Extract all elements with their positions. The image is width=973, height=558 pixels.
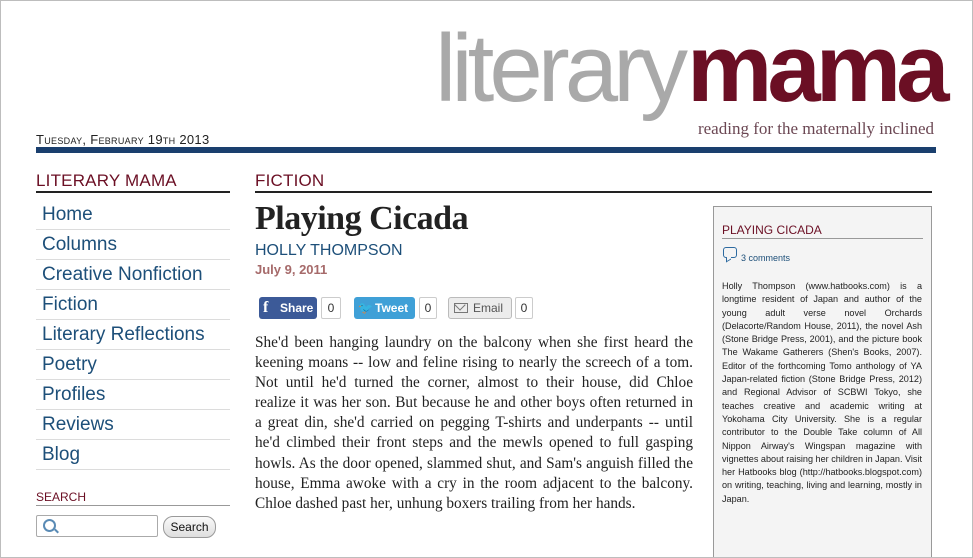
search-button[interactable]: Search [163, 516, 216, 538]
site-tagline: reading for the maternally inclined [697, 119, 934, 138]
author-bio: Holly Thompson (www.hatbooks.com) is a longtime resident of Japan and author of the young adult verse novel Orchards (Delacorte/Random House, 2011), the novel Ash (Stone Bridge Press, 2001), and the picture book The Wakame Gatherers (Shen's Books, 2007). Editor of the forthcoming Tomo anthology of YA Japan-related fiction (Stone Bridge Press, 2012) and Regional Advisor of SCBWI Tokyo, she teaches creative and academic writing at Yokohama City University. She is a regular contributor to the Double Take column of All Nippon Airway's Wingspan magazine with vignettes about raising her children in Japan. Visit her Hatbooks blog (http://hatbooks.blogspot.com) on writing, teaching, living and learning, mostly in Japan. [722, 281, 923, 504]
facebook-share-button[interactable] [259, 297, 317, 319]
search-field[interactable] [36, 515, 158, 537]
email-share-label: Email [473, 301, 504, 315]
sidebar-item-label[interactable]: Creative Nonfiction [42, 264, 203, 285]
comments-link[interactable]: 3 comments [741, 253, 791, 263]
sidebar-item-blog[interactable] [36, 441, 230, 470]
envelope-icon [454, 303, 468, 313]
main-title-rule [255, 191, 932, 193]
tweet-button[interactable] [354, 297, 415, 319]
sidebar-item-label[interactable]: Blog [42, 444, 81, 465]
logo-word-mama: mama [687, 15, 945, 122]
sidebar-item-label[interactable]: Poetry [42, 354, 97, 375]
tweet-count: 0 [419, 297, 437, 319]
email-share-count: 0 [515, 297, 533, 319]
sidebar-nav [36, 201, 230, 471]
sidebar-item-columns[interactable] [36, 231, 230, 260]
sidebar-item-creative-nonfiction[interactable] [36, 261, 230, 290]
sidebar-item-profiles[interactable] [36, 381, 230, 410]
site-logo[interactable] [435, 15, 945, 139]
search-input[interactable] [59, 517, 157, 535]
logo-word-literary: literary [435, 15, 684, 122]
sidebar-item-label[interactable]: Home [42, 204, 93, 225]
sidebar-item-literary-reflections[interactable] [36, 321, 230, 350]
email-share-button[interactable] [448, 297, 512, 319]
story-info-title: PLAYING CICADA [722, 223, 822, 237]
sidebar-section-title: LITERARY MAMA [36, 171, 177, 190]
twitter-bird-icon: 🐦 [358, 301, 373, 315]
sidebar-item-poetry[interactable] [36, 351, 230, 380]
sidebar-item-label[interactable]: Fiction [42, 294, 98, 315]
article-body: She'd been hanging laundry on the balcony when she first heard the keening moans -- low and feline rising to nearly the screech of a tom. Not until he'd turned the corner, almost to their house, did Chloe realize it was her son. But because he and other boys often returned in a great din, she'd carried on pegging T-shirts and underpants -- until he'd climbed their front steps and the mewls opened to full gasping howls. As the door opened, slammed shut, and Sam's anguish filled the house, Emma awoke with a cry in the room adjacent to the balcony. Chloe dashed past her, unhung boxers trailing from her hands. [255, 334, 693, 512]
story-info-divider [722, 238, 923, 239]
sidebar-item-label[interactable]: Columns [42, 234, 117, 255]
sidebar-item-label[interactable]: Literary Reflections [42, 324, 205, 345]
facebook-icon: f [263, 299, 269, 316]
search-divider [36, 505, 230, 506]
sidebar-item-reviews[interactable] [36, 411, 230, 440]
tweet-label: Tweet [375, 301, 409, 315]
article-title: Playing Cicada [255, 200, 469, 237]
facebook-share-label: Share [280, 301, 314, 315]
comment-bubble-icon[interactable] [723, 247, 737, 258]
sidebar-item-label[interactable]: Reviews [42, 414, 114, 435]
sidebar-title-rule [36, 191, 230, 193]
main-section-title[interactable]: FICTION [255, 171, 325, 190]
story-info-box [713, 206, 932, 558]
sidebar-item-home[interactable] [36, 201, 230, 230]
article-author[interactable]: HOLLY THOMPSON [255, 242, 403, 259]
search-label: SEARCH [36, 490, 87, 504]
facebook-share-count: 0 [321, 297, 341, 319]
search-icon [43, 519, 56, 532]
article-date: July 9, 2011 [255, 262, 328, 277]
current-date: Tuesday, February 19th 2013 [36, 132, 210, 147]
sidebar-item-fiction[interactable] [36, 291, 230, 320]
sidebar-item-label[interactable]: Profiles [42, 384, 106, 405]
masthead-divider [36, 147, 936, 153]
